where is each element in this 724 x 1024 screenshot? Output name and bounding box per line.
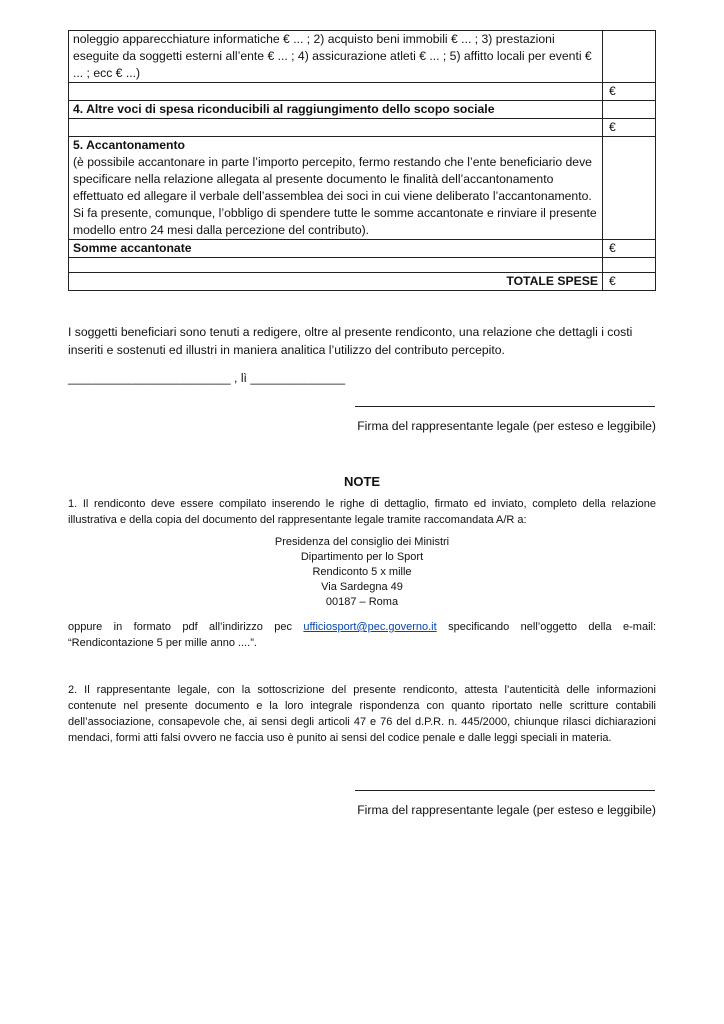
pec-text-after: specificando nell’oggetto della e-mail: “Rendicontazione 5 per mille anno ....”.: [68, 621, 657, 649]
expenses-table: [68, 30, 656, 291]
table-row: [69, 273, 656, 291]
address-line: 00187 – Roma: [325, 596, 399, 608]
section4-amount: [603, 101, 656, 119]
empty-cell: [69, 83, 603, 101]
statement-text: I soggetti beneficiari sono tenuti a redigere, oltre al presente rendiconto, una relazione che dettagli i costi inseriti e sostenuti ed illustri in maniera analitica l’utilizzo del contributo percepito.: [68, 325, 633, 357]
pec-text-before: oppure in formato pdf all’indirizzo pec: [68, 621, 304, 633]
section5-title: 5. Accantonamento: [73, 138, 185, 152]
signature-line: [355, 406, 655, 407]
section4-title: 4. Altre voci di spesa riconducibili al raggiungimento dello scopo sociale: [69, 101, 603, 119]
notes-title: NOTE: [343, 474, 381, 489]
row1-text: noleggio apparecchiature informatiche € ... ; 2) acquisto beni immobili € ... ; 3) prestazioni eseguite da soggetti esterni all’ente € ... ; 4) assicurazione atleti € ... ; 5) affitto locali per eventi € ... ; ecc € ...): [69, 31, 603, 83]
table-row: [69, 137, 656, 240]
empty-amount: [603, 258, 656, 273]
address-block: [0, 535, 724, 610]
section5-amount: [603, 137, 656, 240]
section5-text: (è possibile accantonare in parte l’importo percepito, fermo restando che l’ente beneficiario deve specificare nella relazione allegata al presente documento le finalità dell’accantonamento effettuato ed allegare il verbale dell’assemblea dei soci in cui viene deliberato l’accantonamento. Si fa presente, comunque, l’obbligo di spendere tutte le somme accantonate e rinviare il presente modello entro 24 mesi dalla percezione del contributo).: [73, 155, 597, 237]
row1-amount: [603, 31, 656, 83]
table-row: [69, 240, 656, 258]
pec-paragraph: [68, 619, 656, 651]
section5-cell: [69, 137, 603, 240]
euro-cell: €: [603, 240, 656, 258]
place-date-line: ________________________ , lì ______________: [68, 371, 346, 385]
address-line: Via Sardegna 49: [321, 581, 403, 593]
address-line: Rendiconto 5 x mille: [312, 566, 412, 578]
signature-label: Firma del rappresentante legale (per esteso e leggibile): [357, 803, 656, 817]
signature-label: Firma del rappresentante legale (per esteso e leggibile): [357, 419, 656, 433]
table-row: [69, 119, 656, 137]
empty-cell: [69, 258, 603, 273]
empty-cell: [69, 119, 603, 137]
euro-cell: €: [603, 119, 656, 137]
address-line: Dipartimento per lo Sport: [300, 551, 424, 563]
address-line: Presidenza del consiglio dei Ministri: [274, 536, 450, 548]
table-row: [69, 258, 656, 273]
note-2: 2. Il rappresentante legale, con la sottoscrizione del presente rendiconto, attesta l’autenticità delle informazioni contenute nel presente documento e la loro integrale rispondenza con quanto riportato nelle scritture contabili dell’associazione, consapevole che, ai sensi degli articoli 47 e 76 del d.P.R. n. 445/2000, chiunque rilasci dichiarazioni mendaci, formi atti falsi ovvero ne faccia uso è punito ai sensi del codice penale e dalle leggi speciali in materia.: [68, 684, 656, 744]
table-row: [69, 83, 656, 101]
signature-line: [355, 790, 655, 791]
table-row: [69, 101, 656, 119]
table-row: [69, 31, 656, 83]
pec-email-link[interactable]: ufficiosport@pec.governo.it: [303, 621, 437, 633]
note-1: 1. Il rendiconto deve essere compilato inserendo le righe di dettaglio, firmato ed inviato, completo della relazione illustrativa e della copia del documento del rappresentante legale tramite raccomandata A/R a:: [68, 498, 656, 526]
somme-label: Somme accantonate: [69, 240, 603, 258]
euro-cell: €: [603, 83, 656, 101]
totale-label: TOTALE SPESE: [69, 273, 603, 291]
euro-cell: €: [603, 273, 656, 291]
